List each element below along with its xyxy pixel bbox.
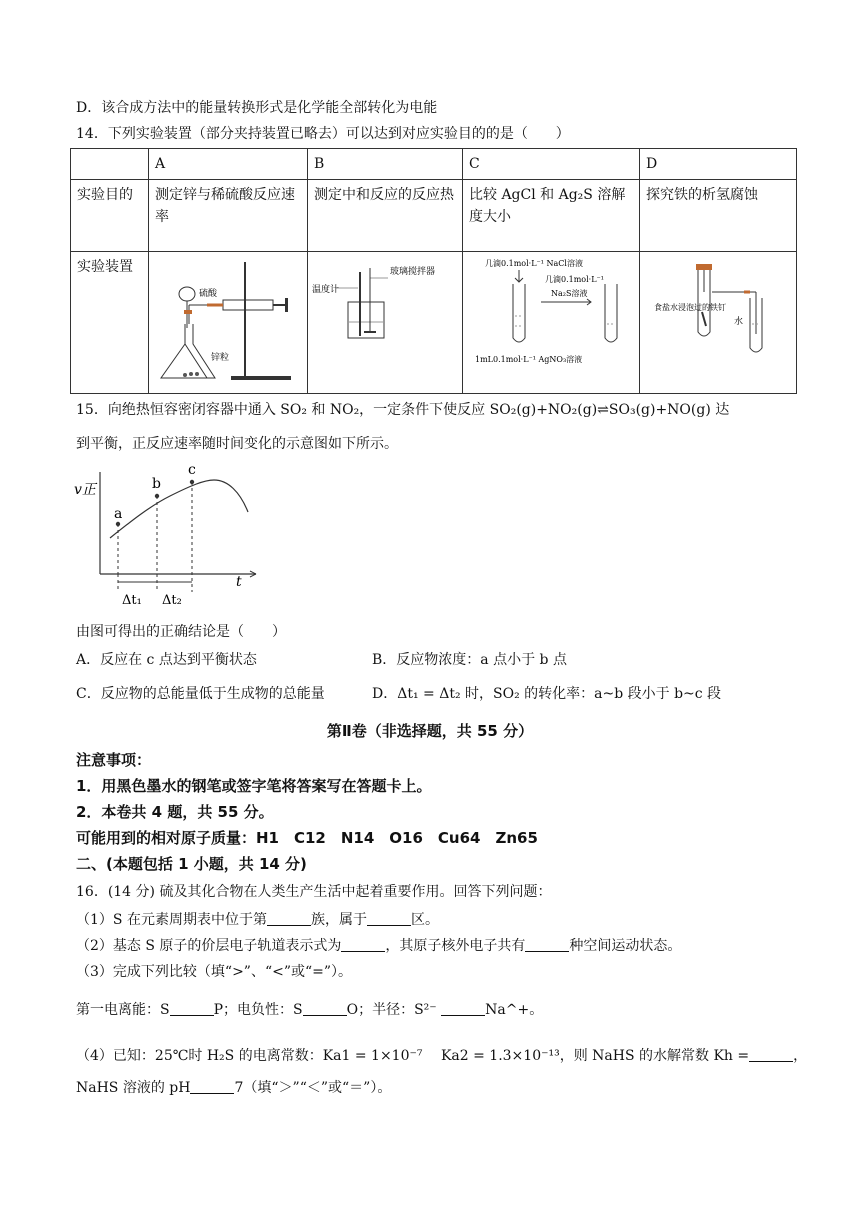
label-thermometer: 温度计 (312, 285, 340, 295)
section-heading: 二、(本题包括 1 小题，共 14 分) (76, 855, 307, 873)
label-nail-text: 食盐水浸泡过的铁钉 (654, 303, 726, 312)
blank-cmp-1 (170, 1001, 214, 1016)
q16-1c: 区。 (410, 912, 439, 928)
label-nacl: 几滴0.1mol·L⁻¹ NaCl溶液 (485, 259, 583, 268)
q13-option-d: D．该合成方法中的能量转换形式是化学能全部转化为电能 (76, 100, 438, 116)
label-na2s: Na₂S溶液 (551, 289, 588, 298)
notice-1: 1．用黑色墨水的钢笔或签字笔将答案写在答题卡上。 (76, 777, 432, 795)
blank-block (367, 911, 411, 926)
q16-part5 (76, 1078, 391, 1098)
apparatus-b (308, 252, 463, 394)
blank-ph (190, 1079, 234, 1094)
graph-ylabel: v正 (74, 482, 96, 498)
q14-stem: 14．下列实验装置（部分夹持装置已略去）可以达到对应实验目的的是（ ） (76, 126, 570, 142)
cmp-electroneg: P；电负性：S (213, 1002, 303, 1018)
blank-kh (749, 1047, 793, 1062)
col-header-a: A (149, 149, 308, 180)
label-a: a (114, 506, 123, 522)
q16-stem: 16．(14 分) 硫及其化合物在人类生产生活中起着重要作用。回答下列问题： (76, 884, 552, 900)
table-corner (71, 149, 149, 180)
label-agno3: 1mL0.1mol·L⁻¹ AgNO₃溶液 (475, 355, 583, 364)
q16-5b: 7（填“＞”“＜”或“＝”）。 (234, 1080, 392, 1096)
purpose-d: 探究铁的析氢腐蚀 (640, 180, 797, 252)
q16-part1 (76, 910, 439, 930)
label-b: b (152, 476, 161, 492)
label-water: 水 (734, 317, 744, 327)
apparatus-c-drawing (463, 252, 639, 386)
apparatus-d (640, 252, 797, 394)
q14-table (70, 148, 797, 394)
col-header-b: B (308, 149, 463, 180)
apparatus-a (149, 252, 308, 394)
label-zinc: 锌粒 (211, 353, 230, 363)
apparatus-c (463, 252, 640, 394)
q15-option-d: D．Δt₁ = Δt₂ 时，SO₂ 的转化率：a~b 段小于 b~c 段 (372, 686, 722, 702)
row-label-purpose: 实验目的 (71, 180, 149, 252)
graph-xlabel: t (236, 574, 242, 590)
row-label-apparatus: 实验装置 (71, 252, 149, 394)
q16-2a: （2）基态 S 原子的价层电子轨道表示式为 (76, 938, 342, 954)
label-stirrer: 玻璃搅拌器 (390, 267, 436, 277)
label-dt1: Δt₁ (122, 593, 142, 608)
notice-heading: 注意事项： (76, 751, 152, 769)
col-header-c: C (463, 149, 640, 180)
q16-part2 (76, 936, 681, 956)
q15-stem-2: 到平衡，正反应速率随时间变化的示意图如下所示。 (76, 436, 398, 452)
apparatus-a-drawing (149, 252, 307, 386)
q16-1b: 族，属于 (310, 912, 367, 928)
apparatus-d-drawing (640, 252, 796, 386)
q15-option-c: C．反应物的总能量低于生成物的总能量 (76, 686, 325, 702)
q16-2c: 种空间运动状态。 (569, 938, 682, 954)
q16-4b: ， (793, 1048, 808, 1064)
rate-curve (110, 480, 248, 538)
label-c: c (188, 462, 196, 478)
q16-2b: ，其原子核外电子共有 (385, 938, 526, 954)
q16-4a: （4）已知：25℃时 H₂S 的电离常数：Ka1 = 1×10⁻⁷ Ka2 = 1.3×10⁻¹³，则 NaHS 的水解常数 Kh = (76, 1048, 750, 1064)
q15-stem-1: 15．向绝热恒容密闭容器中通入 SO₂ 和 NO₂，一定条件下使反应 SO₂(g)+NO₂(g)⇌SO₃(g)+NO(g) 达 (76, 402, 730, 418)
cmp-radius: O；半径：S²⁻ (346, 1002, 437, 1018)
atomic-masses: 可能用到的相对原子质量：H1 C12 N14 O16 Cu64 Zn65 (76, 829, 538, 847)
purpose-a: 测定锌与稀硫酸反应速率 (149, 180, 308, 252)
label-drops: 几滴0.1mol·L⁻¹ (545, 275, 604, 284)
blank-orbital (341, 937, 385, 952)
q15-option-b: B．反应物浓度：a 点小于 b 点 (372, 652, 567, 668)
q15-rate-graph (70, 462, 270, 612)
blank-cmp-2 (303, 1001, 347, 1016)
q16-5a: NaHS 溶液的 pH (76, 1080, 191, 1096)
q15-conclusion: 由图可得出的正确结论是（ ） (76, 624, 286, 640)
cmp-na: Na^+。 (485, 1002, 544, 1018)
blank-states (525, 937, 569, 952)
purpose-c: 比较 AgCl 和 Ag₂S 溶解度大小 (463, 180, 640, 252)
q15-option-a: A．反应在 c 点达到平衡状态 (76, 652, 257, 668)
part2-title: 第Ⅱ卷（非选择题，共 55 分） (326, 722, 534, 740)
q16-1a: （1）S 在元素周期表中位于第 (76, 912, 267, 928)
notice-2: 2．本卷共 4 题，共 55 分。 (76, 803, 274, 821)
blank-group (267, 911, 311, 926)
blank-cmp-3 (441, 1001, 485, 1016)
q16-part3: （3）完成下列比较（填“>”、“<”或“=”）。 (76, 964, 353, 980)
label-dt2: Δt₂ (162, 593, 182, 608)
label-acid: 硫酸 (199, 289, 218, 299)
apparatus-b-drawing (308, 252, 462, 386)
q16-comparisons (76, 1000, 543, 1020)
label-nail (654, 302, 726, 312)
col-header-d: D (640, 149, 797, 180)
q16-part4 (76, 1046, 807, 1066)
purpose-b: 测定中和反应的反应热 (308, 180, 463, 252)
cmp-ionization: 第一电离能：S (76, 1002, 170, 1018)
